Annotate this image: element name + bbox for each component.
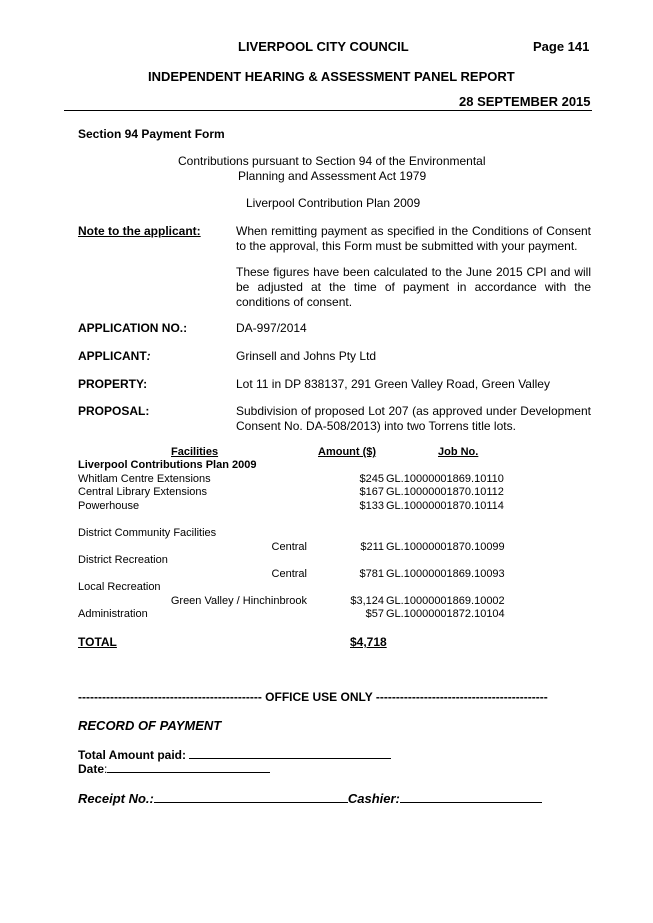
- table-row-amount: $167: [359, 486, 384, 498]
- table-row-job: GL.10000001869.10110: [386, 473, 504, 485]
- total-paid-field[interactable]: [189, 746, 391, 759]
- proposal-label: PROPOSAL:: [78, 404, 150, 418]
- table-row-amount: $57: [365, 608, 384, 620]
- table-row-amount: $3,124: [350, 595, 384, 607]
- receipt-label: Receipt No.:: [78, 791, 154, 806]
- table-row-amount: $211: [360, 541, 384, 553]
- table-row-job: GL.10000001872.10104: [386, 608, 505, 620]
- form-title: Section 94 Payment Form: [78, 127, 225, 141]
- report-title: INDEPENDENT HEARING & ASSESSMENT PANEL REPORT: [148, 69, 515, 84]
- intro-line-1: Contributions pursuant to Section 94 of the Environmental: [178, 154, 486, 168]
- applicant-label-text: APPLICANT: [78, 349, 147, 363]
- date-row: [78, 760, 270, 776]
- applicant-value: Grinsell and Johns Pty Ltd: [236, 349, 377, 363]
- date-label: [78, 762, 107, 776]
- applicant-label: [78, 349, 151, 363]
- record-of-payment: RECORD OF PAYMENT: [78, 718, 222, 733]
- receipt-cashier-row: [78, 789, 542, 806]
- page-number: Page 141: [533, 39, 590, 54]
- table-row-name: District Recreation: [78, 554, 168, 566]
- note-paragraph-1: When remitting payment as specified in the Conditions of Consent to the approval, this Form must be submitted with your payment.: [236, 224, 591, 253]
- table-row-job: GL.10000001870.10112: [386, 486, 504, 498]
- divider-left: ----------------------------------------------: [78, 690, 262, 704]
- total-value: $4,718: [350, 635, 387, 649]
- table-row-job: GL.10000001870.10099: [386, 541, 505, 553]
- table-row-sub: Central: [271, 568, 307, 580]
- col-amount: Amount ($): [318, 446, 377, 458]
- table-row-name: District Community Facilities: [78, 527, 217, 539]
- col-job: Job No.: [438, 446, 479, 458]
- applicant-label-colon: :: [146, 349, 151, 363]
- application-value: DA-997/2014: [236, 321, 307, 335]
- note-paragraph-2: These figures have been calculated to the June 2015 CPI and will be adjusted at the time of payment in accordance with the conditions of consent.: [236, 265, 591, 309]
- cashier-field[interactable]: [400, 789, 542, 803]
- office-use-divider: [78, 690, 548, 704]
- plan-name: Liverpool Contribution Plan 2009: [246, 196, 421, 210]
- divider-right: -------------------------------------------: [375, 690, 548, 704]
- table-row-name: Whitlam Centre Extensions: [78, 473, 211, 485]
- table-row-amount: $133: [359, 500, 384, 512]
- table-row-job: GL.10000001870.10114: [386, 500, 504, 512]
- office-use-label: OFFICE USE ONLY: [265, 690, 373, 704]
- intro-line-2: Planning and Assessment Act 1979: [238, 169, 427, 183]
- table-row-sub: Green Valley / Hinchinbrook: [170, 595, 307, 607]
- table-row-name: Powerhouse: [78, 500, 140, 512]
- application-label: APPLICATION NO.:: [78, 321, 188, 335]
- table-row-sub: Central: [271, 541, 307, 553]
- table-row-name: Central Library Extensions: [78, 486, 208, 498]
- table-row-job: GL.10000001869.10093: [386, 568, 505, 580]
- receipt-field[interactable]: [154, 789, 348, 803]
- header-rule: [64, 110, 592, 111]
- council-name: LIVERPOOL CITY COUNCIL: [238, 39, 409, 54]
- note-label: Note to the applicant:: [78, 224, 201, 238]
- total-label: TOTAL: [78, 635, 117, 649]
- table-row-job: GL.10000001869.10002: [386, 595, 505, 607]
- date-label-colon: :: [104, 762, 108, 776]
- table-row-name: Administration: [78, 608, 148, 620]
- table-row-name: Local Recreation: [78, 581, 161, 593]
- col-facilities: Facilities: [171, 446, 219, 458]
- proposal-value: Subdivision of proposed Lot 207 (as approved under Development Consent No. DA-508/2013) into two Torrens title lots.: [236, 404, 591, 433]
- table-row-amount: $245: [359, 473, 384, 485]
- date-field[interactable]: [107, 760, 270, 773]
- cashier-label: Cashier:: [347, 791, 400, 806]
- property-label: PROPERTY:: [78, 377, 148, 391]
- report-date: 28 SEPTEMBER 2015: [459, 94, 591, 109]
- total-paid-label: Total Amount paid:: [78, 748, 186, 762]
- table-section: Liverpool Contributions Plan 2009: [78, 459, 257, 471]
- property-value: Lot 11 in DP 838137, 291 Green Valley Road, Green Valley: [236, 377, 550, 391]
- table-row-amount: $781: [359, 568, 384, 580]
- date-label-text: Date: [78, 762, 105, 776]
